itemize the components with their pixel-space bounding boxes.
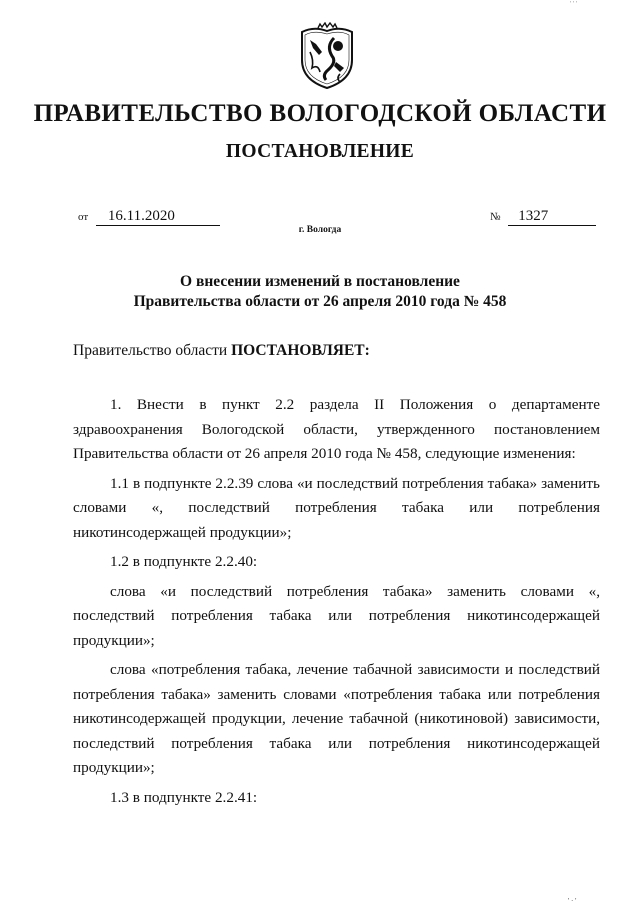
preamble-verb: ПОСТАНОВЛЯЕТ: xyxy=(231,342,370,359)
vologda-oblast-coat-of-arms-icon xyxy=(296,22,358,90)
paragraph-1-2-b: слова «потребления табака, лечение табачной зависимости и последствий потребления табака» заменить словами «потребления табака или потребления никотинсодержащей продукции, лечение табачной (никотиновой) зависимости, последствий потребления табака или потребления никотинсодержащей продукции»; xyxy=(73,661,600,776)
date-value: 16.11.2020 xyxy=(96,207,220,226)
paragraph-1-2-a: слова «и последствий потребления табака» заменить словами «, последствий потребления табака или потребления никотинсодержащей продукции»; xyxy=(73,582,600,649)
document-body xyxy=(73,393,600,810)
subject-line-2: Правительства области от 26 апреля 2010 года № 458 xyxy=(133,293,507,310)
paragraph-1-3: 1.3 в подпункте 2.2.41: xyxy=(110,788,258,806)
scan-mark-top: ' ' ' xyxy=(570,0,578,8)
date-prefix: от xyxy=(78,211,89,223)
number-value: 1327 xyxy=(508,207,596,226)
scan-mark-bottom: ' · ' xyxy=(568,897,577,905)
paragraph-1: 1. Внести в пункт 2.2 раздела II Положения о департаменте здравоохранения Вологодской области, утвержденного постановлением Правительства области от 26 апреля 2010 года № 458, следующие изменения: xyxy=(73,396,600,462)
preamble-subject: Правительство области xyxy=(73,342,228,359)
city-label: г. Вологда xyxy=(298,225,342,235)
paragraph-1-1: 1.1 в подпункте 2.2.39 слова «и последствий потребления табака» заменить словами «, последствий потребления табака или потребления никотинсодержащей продукции»; xyxy=(73,474,600,541)
document-subject xyxy=(0,272,640,312)
organization-title: ПРАВИТЕЛЬСТВО ВОЛОГОДСКОЙ ОБЛАСТИ xyxy=(33,100,607,127)
document-number xyxy=(490,207,596,226)
subject-line-1: О внесении изменений в постановление xyxy=(180,273,460,290)
document-type: ПОСТАНОВЛЕНИЕ xyxy=(225,141,415,162)
document-date xyxy=(78,207,220,226)
preamble xyxy=(73,342,370,360)
paragraph-1-2: 1.2 в подпункте 2.2.40: xyxy=(110,553,258,570)
number-prefix: № xyxy=(490,211,501,223)
